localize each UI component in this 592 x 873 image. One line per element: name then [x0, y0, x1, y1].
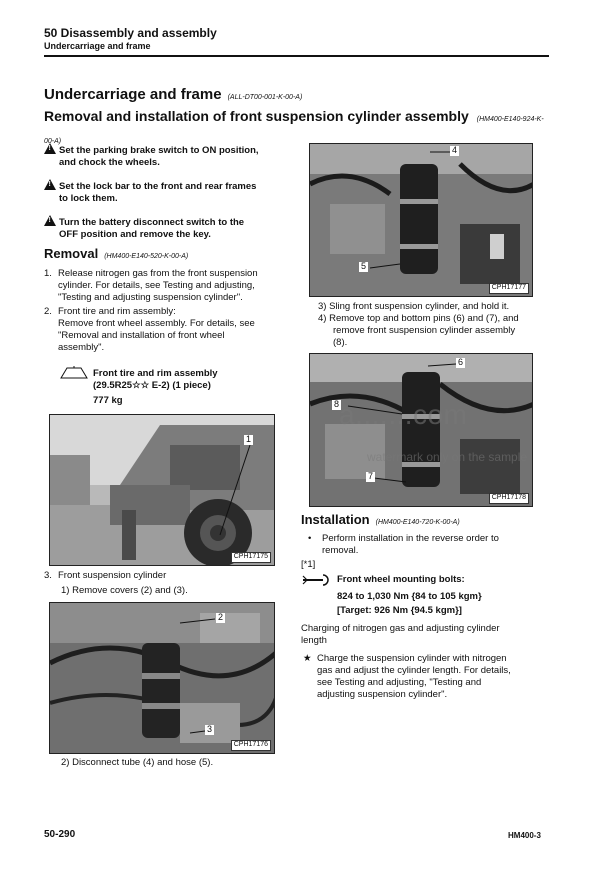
callout-5: 5: [361, 261, 367, 271]
reference-mark: [*1]: [301, 559, 316, 570]
photo-tube-hose: [309, 143, 533, 297]
star-note: ★ Charge the suspension cylinder with nitrogen gas and adjust the cylinder length. For details, see Testing and adjusting, "Testing and adjusting suspension cylinder".: [303, 653, 511, 701]
photo-caption: CPH17175: [231, 552, 271, 563]
substep-2: 2) Disconnect tube (4) and hose (5).: [61, 757, 214, 768]
installation-heading: Installation (HM400-E140-720-K-00-A): [301, 512, 460, 527]
procedure-title: Removal and installation of front suspension cylinder assembly (HM400-E140-924-K-00-A): [44, 108, 544, 145]
section-title: 50 Disassembly and assembly: [44, 26, 217, 40]
photo-covers: [49, 602, 275, 754]
callout-7: 7: [368, 471, 374, 481]
callout-8: 8: [334, 399, 340, 409]
photo-front-wheel: [49, 414, 275, 566]
torque-value: 824 to 1,030 Nm {84 to 105 kgm}: [337, 591, 482, 602]
substep-1: 1) Remove covers (2) and (3).: [61, 585, 188, 596]
photo-caption: CPH17178: [489, 493, 529, 504]
torque-label: Front wheel mounting bolts:: [337, 574, 465, 585]
header-divider: [44, 55, 549, 57]
warning-icon: [44, 143, 56, 154]
watermark-subtext: watermark only on the sample: [367, 450, 528, 464]
callout-6: 6: [458, 357, 464, 367]
warning-3: !Turn the battery disconnect switch to the OFF position and remove the key.: [44, 215, 284, 241]
callout-2: 2: [218, 612, 224, 622]
installation-bullet: • Perform installation in the reverse order to removal.: [308, 533, 499, 557]
page-title: Undercarriage and frame (ALL-DT00-001-K-00-A): [44, 86, 303, 103]
wrench-icon: [301, 574, 333, 586]
page-number: 50-290: [44, 829, 76, 840]
callout-1: 1: [246, 434, 252, 444]
callout-3: 3: [207, 724, 213, 734]
warning-icon: [44, 179, 56, 190]
substep-3: 3) Sling front suspension cylinder, and hold it.: [318, 301, 510, 312]
torque-target: [Target: 926 Nm {94.5 kgm}]: [337, 605, 462, 616]
model-label: HM400-3: [508, 831, 541, 840]
photo-caption: CPH17177: [489, 283, 529, 294]
callout-4: 4: [452, 145, 458, 155]
warning-1: !Set the parking brake switch to ON position, and chock the wheels.: [44, 143, 284, 169]
warning-icon: [44, 215, 56, 226]
subsection-title: Undercarriage and frame: [44, 41, 151, 51]
weight-icon: [59, 366, 89, 380]
watermark-text: a.......com: [339, 399, 468, 430]
charging-heading: Charging of nitrogen gas and adjusting cylinder length: [301, 623, 500, 647]
warning-2: !Set the lock bar to the front and rear frames to lock them.: [44, 179, 284, 205]
removal-step-3: 3. Front suspension cylinder: [44, 570, 167, 581]
bullet-icon: •: [308, 533, 312, 544]
removal-step-2: 2. Front tire and rim assembly: Remove front wheel assembly. For details, see "Removal and installation of front wheel assembly".: [44, 306, 255, 354]
weight-label: Front tire and rim assembly (29.5R25☆☆ E-2) (1 piece) 777 kg: [93, 368, 218, 407]
star-icon: ★: [303, 653, 312, 664]
photo-caption: CPH17176: [231, 740, 271, 751]
substep-4: 4) Remove top and bottom pins (6) and (7), and remove front suspension cylinder assembly (8).: [318, 313, 519, 349]
removal-heading: Removal (HM400-E140-520-K-00-A): [44, 246, 189, 261]
removal-step-1: 1. Release nitrogen gas from the front suspension cylinder. For details, see Testing and adjusting, "Testing and adjusting suspension cylinder".: [44, 268, 258, 304]
